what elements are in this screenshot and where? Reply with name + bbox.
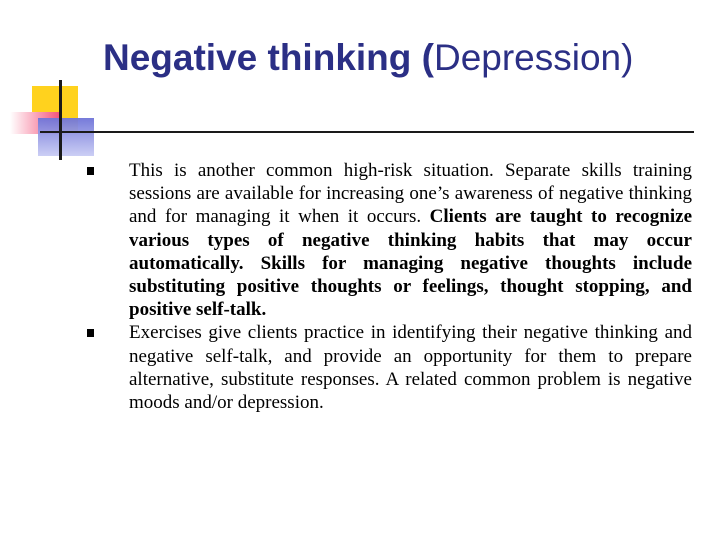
title-bold-part: Negative thinking (: [103, 37, 434, 78]
square-bullet-icon: [87, 329, 94, 337]
square-bullet-icon: [87, 167, 94, 175]
title-light-part: Depression): [433, 37, 634, 78]
bullet-text: This is another common high-risk situation. Separate skills training sessions are available for increasing one’s awareness of negative thinking and for managing it when it occurs.: [129, 160, 692, 228]
bullet-text-bold: Clients are taught to recognize various types of negative thinking habits that may occur automatically. Skills for managing negative thoughts include substituting positive thoughts or feelings, thought stopping, and positive self-talk.: [129, 206, 693, 321]
bullet-item: [72, 159, 692, 321]
bullet-text: Exercises give clients practice in identifying their negative thinking and negative self-talk, and provide an opportunity for them to prepare alternative, substitute responses. A related common problem is negative moods and/or depression.: [129, 322, 692, 414]
bullet-list: [72, 159, 692, 414]
decor-blue-square: [38, 118, 94, 156]
title-divider-line: [40, 131, 694, 133]
slide-title: [103, 34, 703, 82]
decor-vertical-line: [59, 80, 62, 160]
bullet-item: [72, 321, 692, 414]
